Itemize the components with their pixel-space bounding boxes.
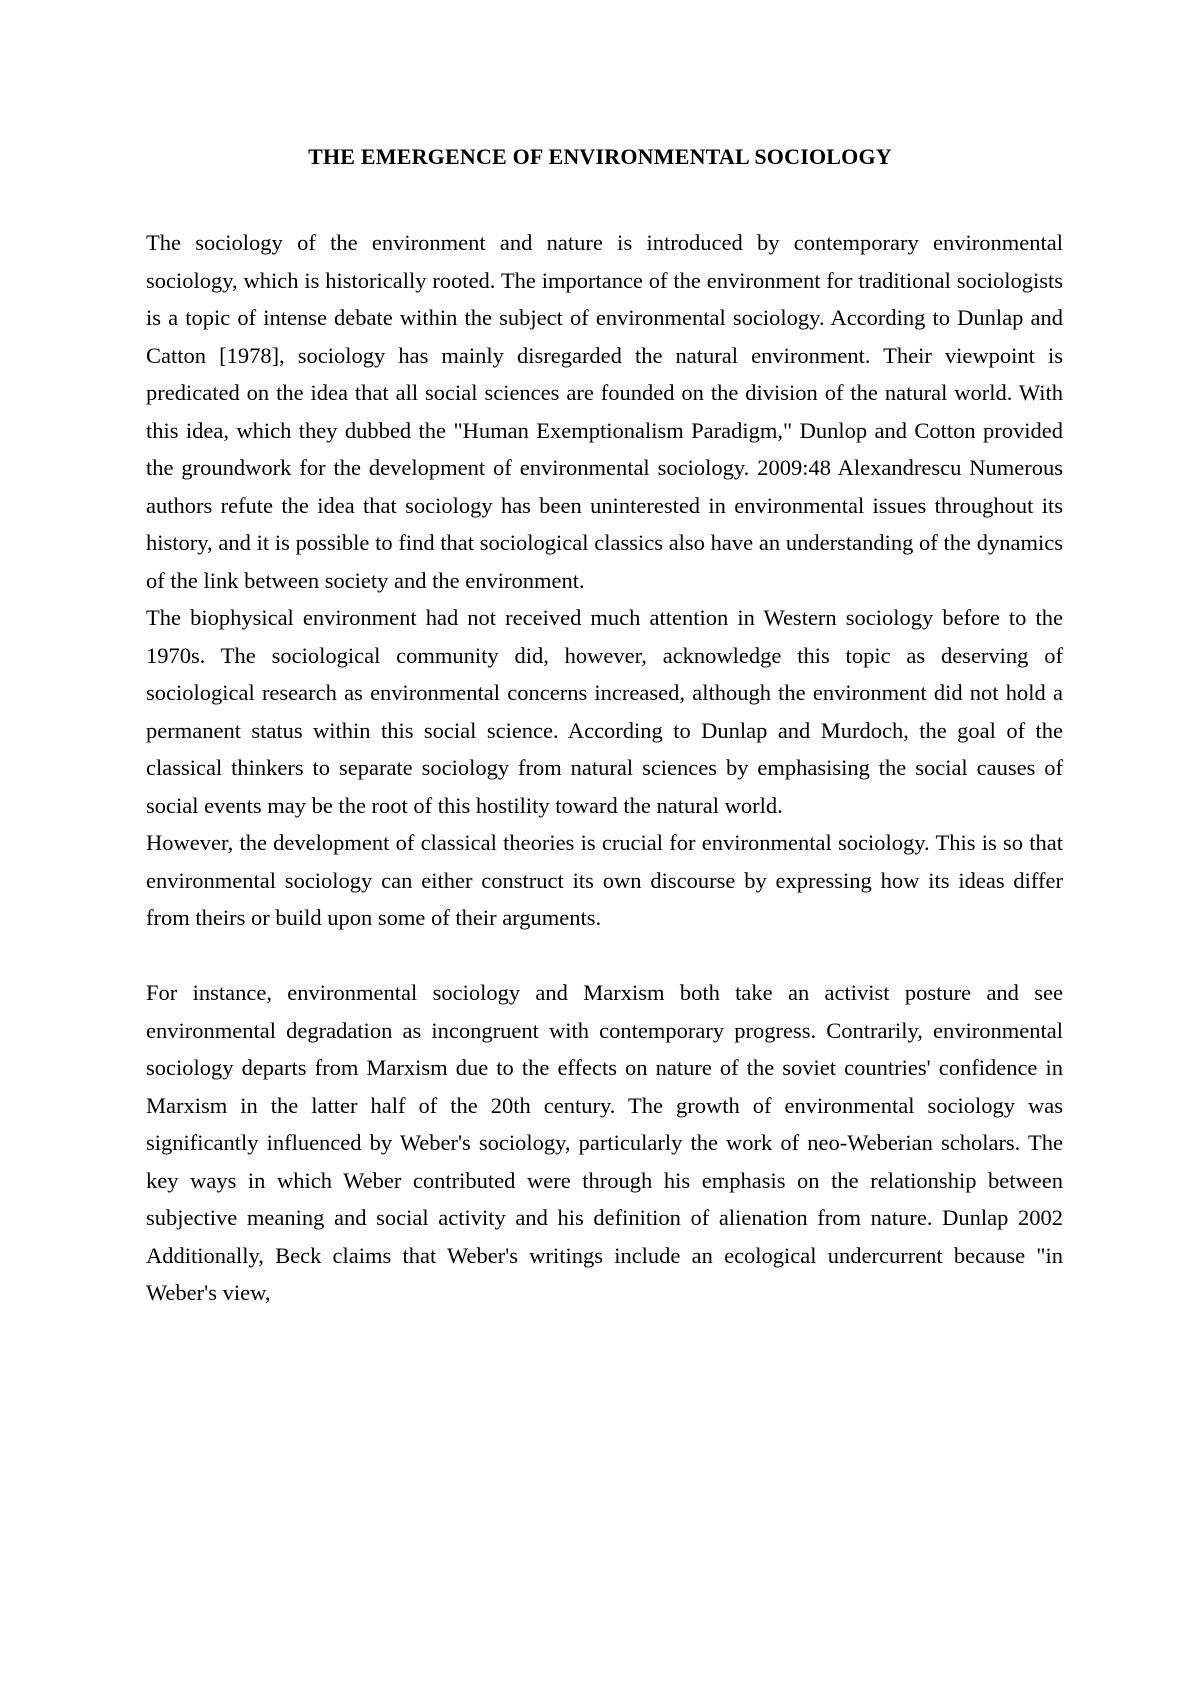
paragraph-gap	[146, 937, 1063, 975]
paragraph-1: The sociology of the environment and nature is introduced by contemporary environmental sociology, which is historically rooted. The importance of the environment for traditional sociologists is a topic of intense debate within the subject of environmental sociology. According to Dunlap and Catton [1978], sociology has mainly disregarded the natural environment. Their viewpoint is predicated on the idea that all social sciences are founded on the division of the natural world. With this idea, which they dubbed the "Human Exemptionalism Paradigm," Dunlop and Cotton provided the groundwork for the development of environmental sociology. 2009:48 Alexandrescu Numerous authors refute the idea that sociology has been uninterested in environmental issues throughout its history, and it is possible to find that sociological classics also have an understanding of the dynamics of the link between society and the environment.	[146, 230, 1063, 593]
paragraph-4: For instance, environmental sociology and Marxism both take an activist posture and see environmental degradation as incongruent with contemporary progress. Contrarily, environmental sociology departs from Marxism due to the effects on nature of the soviet countries' confidence in Marxism in the latter half of the 20th century. The growth of environmental sociology was significantly influenced by Weber's sociology, particularly the work of neo-Weberian scholars. The key ways in which Weber contributed were through his emphasis on the relationship between subjective meaning and social activity and his definition of alienation from nature. Dunlap 2002 Additionally, Beck claims that Weber's writings include an ecological undercurrent because "in Weber's view,	[146, 980, 1063, 1305]
document-title: THE EMERGENCE OF ENVIRONMENTAL SOCIOLOGY	[308, 144, 892, 169]
paragraph-2: The biophysical environment had not received much attention in Western sociology before to the 1970s. The sociological community did, however, acknowledge this topic as deserving of sociological research as environmental concerns increased, although the environment did not hold a permanent status within this social science. According to Dunlap and Murdoch, the goal of the classical thinkers to separate sociology from natural sciences by emphasising the social causes of social events may be the root of this hostility toward the natural world.	[146, 605, 1063, 818]
document-body	[146, 224, 1063, 1312]
paragraph-3: However, the development of classical theories is crucial for environmental sociology. This is so that environmental sociology can either construct its own discourse by expressing how its ideas differ from theirs or build upon some of their arguments.	[146, 830, 1063, 930]
